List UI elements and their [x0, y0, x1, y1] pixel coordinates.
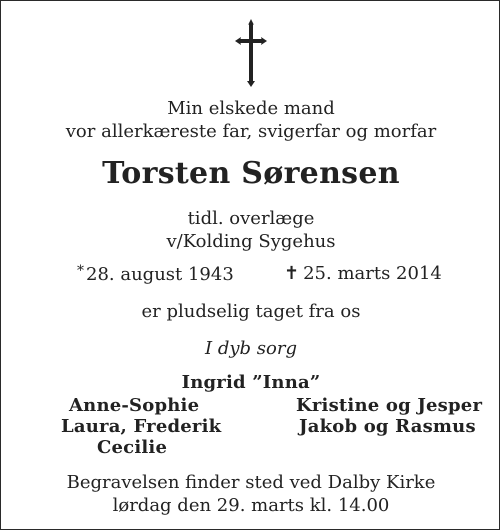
- funeral-info: [1, 471, 500, 517]
- death-date-text: 25. marts 2014: [303, 263, 442, 284]
- intro-text: [1, 97, 500, 143]
- mourner-left-2: Laura, Frederik: [61, 416, 222, 437]
- mourner-spouse: Ingrid ”Inna”: [181, 372, 321, 393]
- title-line-2: v/Kolding Sygehus: [166, 231, 336, 252]
- intro-line-2: vor allerkæreste far, svigerfar og morfar: [65, 121, 437, 142]
- mourner-left-3: Cecilie: [97, 437, 168, 458]
- birth-date-text: 28. august 1943: [86, 264, 234, 285]
- birth-star-icon: *: [77, 263, 84, 279]
- title-line-1: tidl. overlæge: [187, 208, 315, 229]
- funeral-line-1: Begravelsen finder sted ved Dalby Kirke: [66, 472, 436, 493]
- passing-message: er pludselig taget fra os: [141, 301, 361, 322]
- death-date: [284, 263, 442, 284]
- mourner-right-1: Kristine og Jesper: [296, 395, 483, 416]
- deceased-name: Torsten Sørensen: [102, 156, 400, 191]
- mourner-left-1: Anne-Sophie: [69, 395, 200, 416]
- intro-line-1: Min elskede mand: [167, 98, 335, 119]
- death-cross-icon: ✝: [284, 263, 300, 284]
- birth-date: [77, 263, 234, 285]
- deceased-title: [1, 207, 500, 253]
- funeral-line-2: lørdag den 29. marts kl. 14.00: [112, 495, 390, 516]
- mourner-right-2: Jakob og Rasmus: [299, 416, 476, 437]
- sorrow-line: I dyb sorg: [205, 338, 297, 359]
- cross-icon: [231, 17, 271, 87]
